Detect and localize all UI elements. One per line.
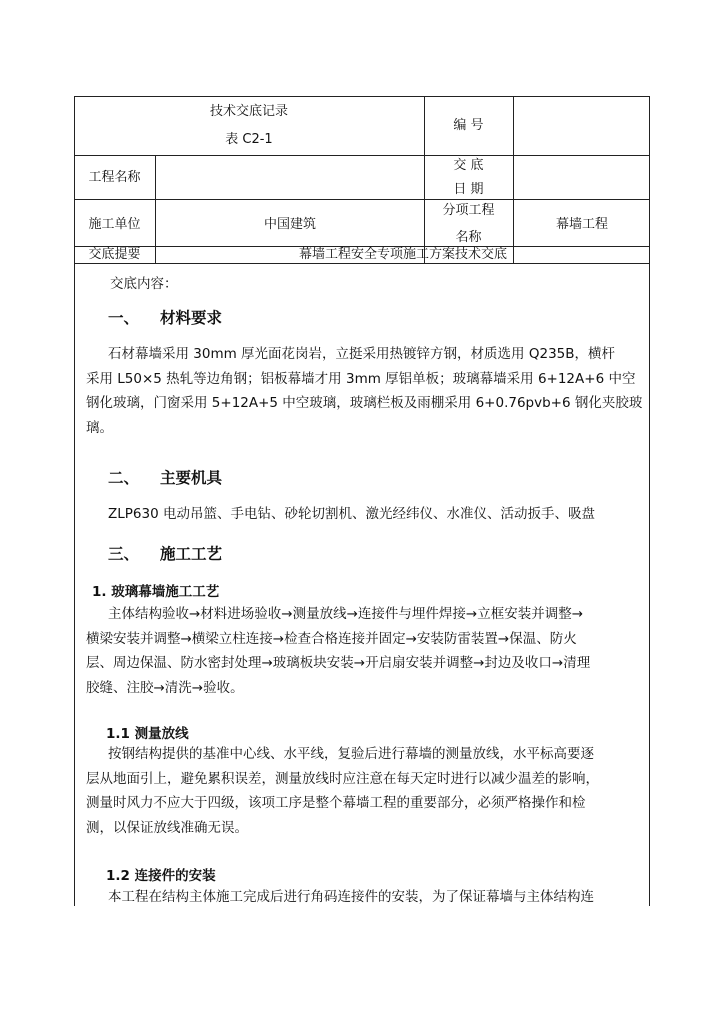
paragraph-line: 璃。 [86, 419, 113, 436]
summary-label: 交底提要 [88, 247, 141, 262]
paragraph-line: 采用 L50×5 热轧等边角钢；铝板幕墙才用 3mm 厚铝单板；玻璃幕墙采用 6+12A+6 中空 [86, 370, 636, 387]
paragraph-line: 按钢结构提供的基准中心线、水平线，复验后进行幕墙的测量放线，水平标高要逐 [108, 746, 594, 762]
section-heading [108, 542, 222, 564]
serial-number-label: 编 号 [453, 118, 484, 133]
subsection-title: 1.2 连接件的安装 [106, 868, 216, 884]
sub-project-label-2: 名称 [455, 230, 482, 245]
section-title: 材料要求 [160, 309, 223, 327]
sub-project-label: 分项工程 [442, 203, 495, 218]
section-heading [108, 306, 222, 328]
paragraph-line: 测量时风力不应大于四级，该项工序是整个幕墙工程的重要部分，必须严格操作和检 [86, 795, 586, 811]
paragraph-line: 石材幕墙采用 30mm 厚光面花岗岩，立挺采用热镀锌方钢，材质选用 Q235B，横杆 [108, 346, 616, 362]
section-heading [108, 466, 222, 488]
disclosure-date-label-2: 日 期 [453, 182, 484, 197]
section-number: 二、 [108, 469, 140, 487]
paragraph-line: 层从地面引上，避免累积误差，测量放线时应注意在每天定时进行以减少温差的影响， [86, 770, 599, 787]
paragraph-line: 横梁安装并调整→横梁立柱连接→检查合格连接并固定→安装防雷装置→保温、防火 [86, 630, 577, 647]
table-rule [513, 96, 514, 263]
content-label: 交底内容： [110, 276, 178, 292]
paragraph-line: 钢化玻璃，门窗采用 5+12A+5 中空玻璃，玻璃栏板及雨棚采用 6+0.76pvb+6 钢化夹胶玻 [86, 395, 643, 411]
subsection-title: 1. 玻璃幕墙施工工艺 [92, 584, 220, 600]
sub-project-value: 幕墙工程 [555, 217, 608, 232]
paragraph-line: 测，以保证放线准确无误。 [86, 819, 248, 836]
table-rule [74, 263, 650, 264]
section-number: 一、 [108, 309, 140, 327]
section-number: 三、 [108, 545, 140, 563]
section-paragraph [86, 602, 646, 700]
section-title: 主要机具 [160, 469, 223, 487]
table-number: 表 C2-1 [225, 132, 273, 147]
paragraph-line: 本工程在结构主体施工完成后进行角码连接件的安装，为了保证幕墙与主体结构连 [108, 889, 594, 905]
paragraph-line: 层、周边保温、防水密封处理→玻璃板块安装→开启扇安装并调整→封边及收口→清理 [86, 655, 591, 671]
table-rule [74, 155, 650, 156]
paragraph-line: 胶缝、注胶→清洗→验收。 [86, 679, 244, 696]
section-paragraph [86, 742, 646, 840]
record-title: 技术交底记录 [209, 104, 288, 119]
section-paragraph [86, 502, 646, 527]
summary-value: 幕墙工程安全专项施工方案技术交底 [298, 247, 507, 262]
subsection-title: 1.1 测量放线 [106, 726, 189, 742]
section-paragraph [86, 885, 646, 910]
paragraph-line: 主体结构验收→材料进场验收→测量放线→连接件与埋件焊接→立框安装并调整→ [108, 606, 584, 622]
construction-unit-value: 中国建筑 [263, 217, 316, 232]
disclosure-date-label: 交 底 [453, 158, 484, 173]
construction-unit-label: 施工单位 [88, 217, 141, 232]
paragraph-line: ZLP630 电动吊篮、手电钻、砂轮切割机、激光经纬仪、水准仪、活动扳手、吸盘 [108, 506, 595, 522]
project-name-label: 工程名称 [88, 170, 141, 185]
section-title: 施工工艺 [160, 545, 223, 563]
section-paragraph [86, 342, 646, 440]
table-rule [74, 199, 650, 200]
